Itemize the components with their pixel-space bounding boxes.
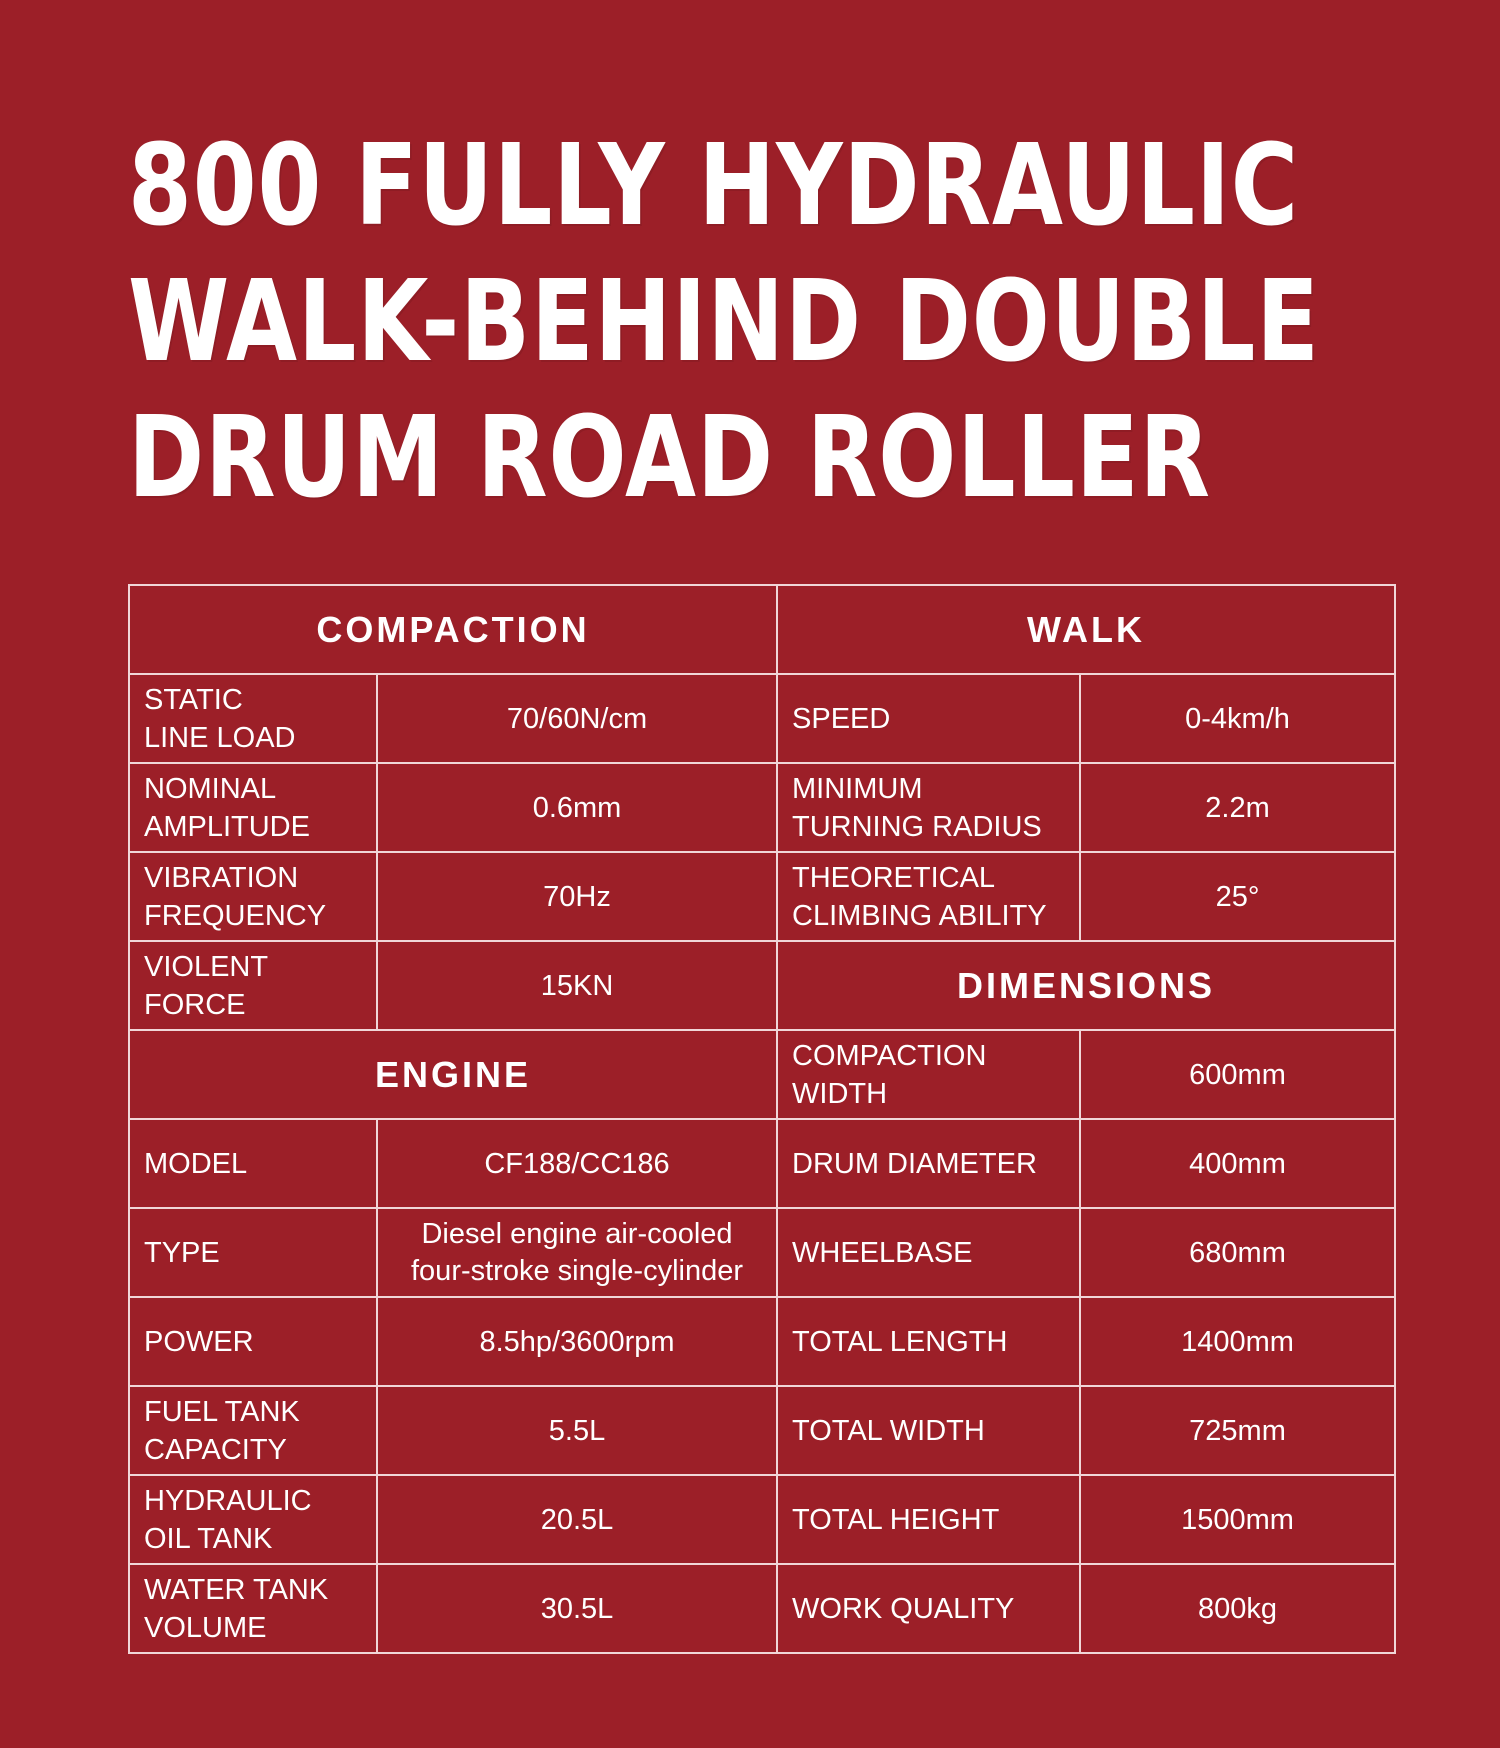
spec-label-water-tank: WATER TANK VOLUME (129, 1564, 377, 1653)
spec-label-fuel-tank: FUEL TANK CAPACITY (129, 1386, 377, 1475)
spec-label-vibration-frequency: VIBRATION FREQUENCY (129, 852, 377, 941)
table-row (129, 941, 1395, 1030)
spec-value-water-tank: 30.5L (377, 1564, 777, 1653)
spec-value-nominal-amplitude: 0.6mm (377, 763, 777, 852)
spec-label-hydraulic-oil-tank: HYDRAULIC OIL TANK (129, 1475, 377, 1564)
walk-header: WALK (777, 585, 1395, 674)
dimensions-header: DIMENSIONS (777, 941, 1395, 1030)
table-row (129, 852, 1395, 941)
table-row (129, 1030, 1395, 1119)
spec-value-work-quality: 800kg (1080, 1564, 1395, 1653)
spec-label-drum-diameter: DRUM DIAMETER (777, 1119, 1080, 1208)
spec-value-turning-radius: 2.2m (1080, 763, 1395, 852)
spec-value-model: CF188/CC186 (377, 1119, 777, 1208)
table-row (129, 585, 1395, 674)
spec-label-total-height: TOTAL HEIGHT (777, 1475, 1080, 1564)
spec-value-wheelbase: 680mm (1080, 1208, 1395, 1297)
compaction-header: COMPACTION (129, 585, 777, 674)
spec-value-drum-diameter: 400mm (1080, 1119, 1395, 1208)
title-line-1: 800 FULLY HYDRAULIC (128, 121, 1300, 251)
spec-label-work-quality: WORK QUALITY (777, 1564, 1080, 1653)
spec-label-wheelbase: WHEELBASE (777, 1208, 1080, 1297)
spec-value-total-width: 725mm (1080, 1386, 1395, 1475)
spec-value-fuel-tank: 5.5L (377, 1386, 777, 1475)
spec-value-climbing-ability: 25° (1080, 852, 1395, 941)
spec-label-violent-force: VIOLENT FORCE (129, 941, 377, 1030)
spec-value-vibration-frequency: 70Hz (377, 852, 777, 941)
spec-label-type: TYPE (129, 1208, 377, 1297)
spec-label-nominal-amplitude: NOMINAL AMPLITUDE (129, 763, 377, 852)
spec-label-model: MODEL (129, 1119, 377, 1208)
spec-label-total-length: TOTAL LENGTH (777, 1297, 1080, 1386)
spec-value-static-line-load: 70/60N/cm (377, 674, 777, 763)
spec-value-type: Diesel engine air-cooled four-stroke single-cylinder (377, 1208, 777, 1297)
spec-value-total-length: 1400mm (1080, 1297, 1395, 1386)
spec-label-turning-radius: MINIMUM TURNING RADIUS (777, 763, 1080, 852)
page-title (128, 118, 1320, 526)
table-row (129, 1386, 1395, 1475)
spec-label-total-width: TOTAL WIDTH (777, 1386, 1080, 1475)
spec-value-power: 8.5hp/3600rpm (377, 1297, 777, 1386)
table-row (129, 1297, 1395, 1386)
spec-label-static-line-load: STATIC LINE LOAD (129, 674, 377, 763)
spec-value-compaction-width: 600mm (1080, 1030, 1395, 1119)
spec-value-hydraulic-oil-tank: 20.5L (377, 1475, 777, 1564)
engine-header: ENGINE (129, 1030, 777, 1119)
table-row (129, 1119, 1395, 1208)
title-line-2: WALK-BEHIND DOUBLE (128, 257, 1320, 387)
spec-label-speed: SPEED (777, 674, 1080, 763)
title-line-3: DRUM ROAD ROLLER (128, 393, 1211, 523)
table-row (129, 763, 1395, 852)
table-row (129, 1208, 1395, 1297)
spec-label-compaction-width: COMPACTION WIDTH (777, 1030, 1080, 1119)
spec-label-climbing-ability: THEORETICAL CLIMBING ABILITY (777, 852, 1080, 941)
table-row (129, 1475, 1395, 1564)
spec-value-speed: 0-4km/h (1080, 674, 1395, 763)
table-row (129, 674, 1395, 763)
spec-value-violent-force: 15KN (377, 941, 777, 1030)
spec-label-power: POWER (129, 1297, 377, 1386)
spec-value-total-height: 1500mm (1080, 1475, 1395, 1564)
table-row (129, 1564, 1395, 1653)
spec-table (128, 584, 1396, 1654)
